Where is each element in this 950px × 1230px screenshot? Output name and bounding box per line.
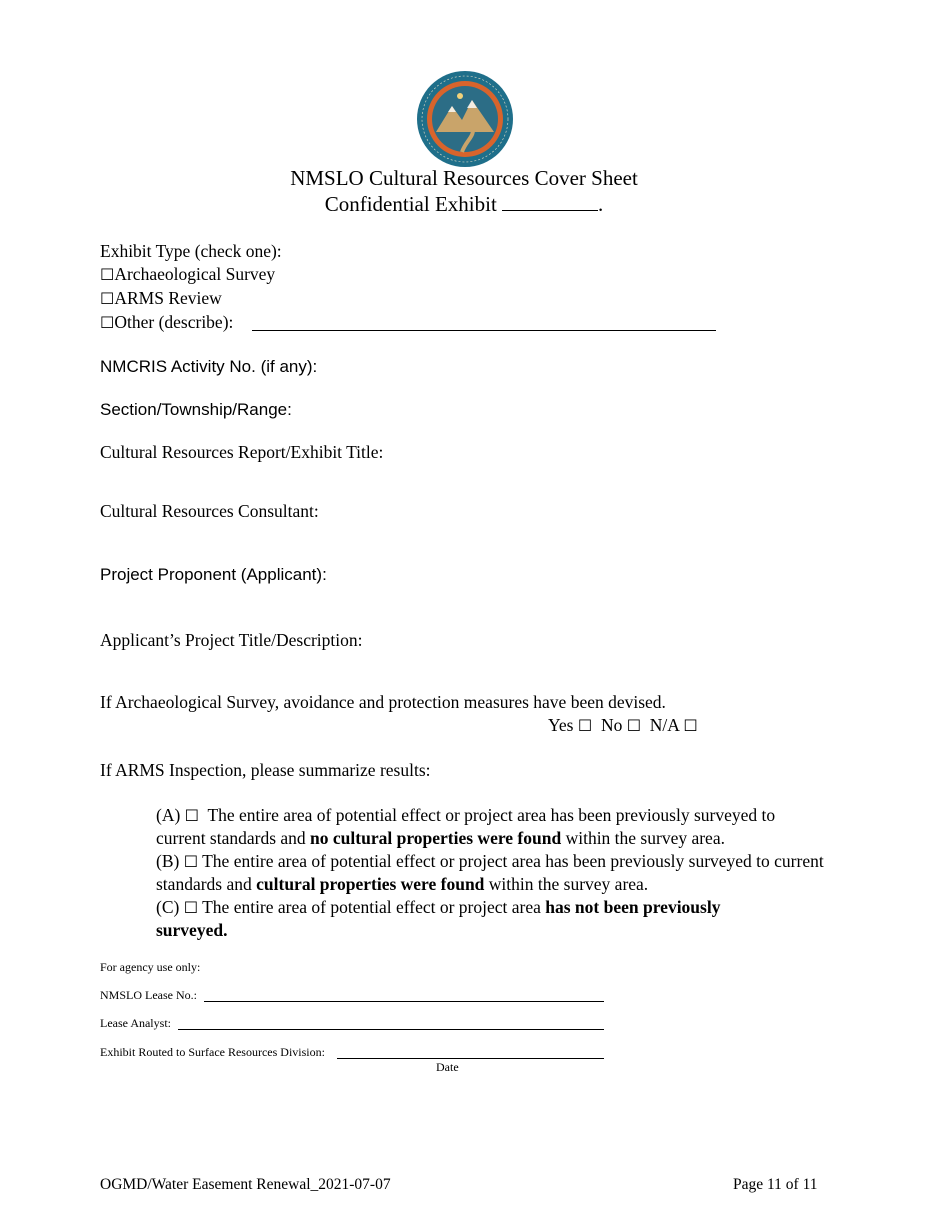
agency-use-label: For agency use only: — [100, 960, 201, 974]
lease-no-label: NMSLO Lease No.: — [100, 988, 197, 1002]
checkbox-icon[interactable]: ☐ — [183, 898, 199, 917]
option-other[interactable] — [100, 312, 233, 333]
option-label: Other (describe): — [114, 312, 234, 332]
option-b-prefix: (B) — [156, 851, 180, 871]
project-title-label: Applicant’s Project Title/Description: — [100, 630, 363, 650]
other-describe-line[interactable] — [252, 330, 716, 331]
arms-option-b[interactable] — [156, 850, 828, 896]
exhibit-type-label: Exhibit Type (check one): — [100, 241, 282, 261]
lease-analyst-line[interactable] — [178, 1029, 604, 1030]
option-arms-review[interactable] — [100, 288, 222, 309]
page-subtitle — [0, 192, 928, 217]
arms-question: If ARMS Inspection, please summarize results: — [100, 760, 431, 780]
subtitle-prefix: Confidential Exhibit — [324, 192, 497, 216]
lease-no-line[interactable] — [204, 1001, 604, 1002]
option-c-prefix: (C) — [156, 897, 180, 917]
yes-checkbox-icon[interactable]: ☐ — [577, 716, 593, 735]
report-title-label: Cultural Resources Report/Exhibit Title: — [100, 442, 384, 462]
option-c-text: The entire area of potential effect or project area — [202, 897, 541, 917]
checkbox-icon[interactable]: ☐ — [100, 313, 115, 332]
routed-label: Exhibit Routed to Surface Resources Division: — [100, 1045, 325, 1059]
yes-label: Yes — [548, 715, 574, 735]
footer-page-number: Page 11 of 11 — [733, 1176, 818, 1193]
na-label: N/A — [649, 715, 679, 735]
checkbox-icon[interactable]: ☐ — [183, 852, 199, 871]
checkbox-icon[interactable]: ☐ — [100, 265, 115, 284]
exhibit-number-blank[interactable] — [502, 210, 598, 211]
na-checkbox-icon[interactable]: ☐ — [683, 716, 698, 735]
arms-option-a[interactable] — [156, 804, 828, 850]
routed-date-line[interactable] — [337, 1058, 604, 1059]
option-b-text-end: within the survey area. — [488, 874, 649, 894]
option-a-prefix: (A) — [156, 805, 181, 825]
consultant-label: Cultural Resources Consultant: — [100, 501, 319, 521]
section-township-range-label: Section/Township/Range: — [100, 400, 292, 419]
page-title: NMSLO Cultural Resources Cover Sheet — [290, 166, 638, 190]
option-c-bold: has not been previously surveyed. — [156, 897, 721, 940]
option-label: Archaeological Survey — [114, 264, 276, 284]
arms-option-c[interactable] — [156, 896, 796, 942]
avoidance-answers — [548, 715, 698, 736]
checkbox-icon[interactable]: ☐ — [100, 289, 115, 308]
no-label: No — [600, 715, 623, 735]
project-proponent-label: Project Proponent (Applicant): — [100, 565, 327, 584]
option-b-text: The entire area of potential effect or project area has been previously surveyed to current standards and — [156, 851, 824, 894]
checkbox-icon[interactable]: ☐ — [184, 806, 200, 825]
option-a-text: The entire area of potential effect or project area has been previously surveyed to current standards and — [156, 805, 776, 848]
option-a-bold: no cultural properties were found — [310, 828, 562, 848]
option-a-text-end: within the survey area. — [565, 828, 725, 848]
nmslo-seal-logo — [416, 70, 514, 168]
nmcris-label: NMCRIS Activity No. (if any): — [100, 357, 318, 376]
lease-analyst-label: Lease Analyst: — [100, 1016, 171, 1030]
footer-document-id: OGMD/Water Easement Renewal_2021-07-07 — [100, 1176, 391, 1193]
avoidance-question: If Archaeological Survey, avoidance and protection measures have been devised. — [100, 692, 666, 712]
option-label: ARMS Review — [114, 288, 222, 308]
option-archaeological-survey[interactable] — [100, 264, 275, 285]
date-caption: Date — [436, 1060, 459, 1074]
option-b-bold: cultural properties were found — [256, 874, 485, 894]
no-checkbox-icon[interactable]: ☐ — [626, 716, 642, 735]
subtitle-suffix: . — [598, 192, 604, 216]
